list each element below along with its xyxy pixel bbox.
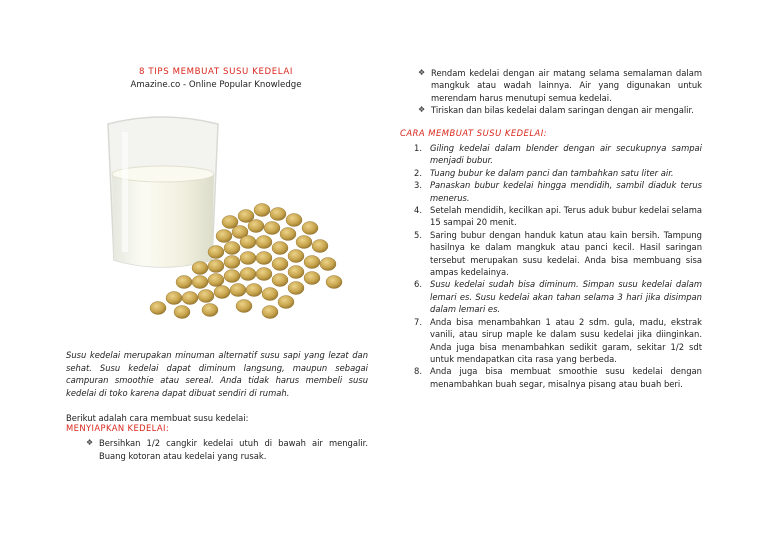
step-text: Setelah mendidih, kecilkan api. Terus aduk bubur kedelai selama 15 sampai 20 menit. [430, 205, 702, 228]
list-item [414, 142, 702, 167]
list-item-text: Tiriskan dan bilas kedelai dalam saringan dengan air mengalir. [431, 105, 694, 116]
list-item [418, 104, 702, 116]
list-item-text: Rendam kedelai dengan air matang selama semalaman dalam mangkuk atau wadah lainnya. Air yang digunakan untuk merendam harus menutupi semua kedelai. [431, 68, 702, 103]
prep-heading: MENYIAPKAN KEDELAI: [66, 423, 170, 433]
list-item [414, 365, 702, 390]
step-number: 1. [414, 143, 422, 153]
document-title: 8 TIPS MEMBUAT SUSU KEDELAI [139, 67, 293, 77]
step-text: Anda bisa menambahkan 1 atau 2 sdm. gula, madu, ekstrak vanili, atau sirup maple ke dalam susu kedelai jika diinginkan. Anda juga bisa menambahkan sedikit garam, sekitar 1/2 sdt untuk mendapatkan cita rasa yang berbeda. [430, 316, 702, 364]
soy-milk-photo [100, 112, 350, 327]
prep-list-part1 [86, 437, 368, 462]
milk-glass [108, 117, 218, 267]
diamond-bullet-icon: ❖ [418, 68, 426, 77]
step-number: 6. [414, 279, 422, 290]
method-steps-list [414, 142, 702, 390]
list-item [414, 316, 702, 366]
list-item [414, 167, 702, 179]
step-text: Susu kedelai sudah bisa diminum. Simpan susu kedelai dalam lemari es. Susu kedelai akan tahan selama 3 hari jika disimpan dalam lemari es. [430, 279, 702, 315]
step-number: 3. [414, 180, 422, 191]
list-item [414, 204, 702, 229]
step-text: Panaskan bubur kedelai hingga mendidih, sambil diaduk terus menerus. [430, 180, 702, 203]
prep-list-part2 [418, 67, 702, 117]
list-item [414, 278, 702, 315]
list-item [414, 179, 702, 204]
document-subtitle: Amazine.co - Online Popular Knowledge [130, 80, 302, 90]
list-item [414, 229, 702, 279]
intro-lead: Berikut adalah cara membuat susu kedelai: [66, 413, 249, 423]
step-text: Tuang bubur ke dalam panci dan tambahkan satu liter air. [430, 167, 674, 178]
step-number: 8. [414, 366, 422, 377]
step-text: Anda juga bisa membuat smoothie susu kedelai dengan menambahkan buah segar, misalnya pisang atau buah beri. [430, 366, 702, 389]
diamond-bullet-icon: ❖ [86, 438, 94, 447]
step-number: 5. [414, 229, 422, 240]
method-heading: CARA MEMBUAT SUSU KEDELAI: [400, 128, 548, 138]
step-text: Saring bubur dengan handuk katun atau kain bersih. Tampung hasilnya ke dalam mangkuk atau panci kecil. Hasil saringan tersebut merupakan susu kedelai. Anda bisa membuang sisa ampas kedelainya. [430, 229, 702, 278]
step-number: 2. [414, 167, 422, 178]
intro-paragraph: Susu kedelai merupakan minuman alternatif susu sapi yang lezat dan sehat. Susu kedelai dapat diminum langsung, maupun sebagai campuran smoothie atau sereal. Anda tidak harus membeli susu kedelai di toko karena dapat dibuat sendiri di rumah. [66, 350, 368, 398]
step-number: 7. [414, 316, 422, 327]
step-text: Giling kedelai dalam blender dengan air secukupnya sampai menjadi bubur. [430, 143, 702, 166]
diamond-bullet-icon: ❖ [418, 105, 426, 115]
list-item [418, 67, 702, 104]
step-number: 4. [414, 205, 422, 216]
list-item-text: Bersihkan 1/2 cangkir kedelai utuh di bawah air mengalir. Buang kotoran atau kedelai yang rusak. [99, 438, 368, 461]
list-item [86, 437, 368, 462]
